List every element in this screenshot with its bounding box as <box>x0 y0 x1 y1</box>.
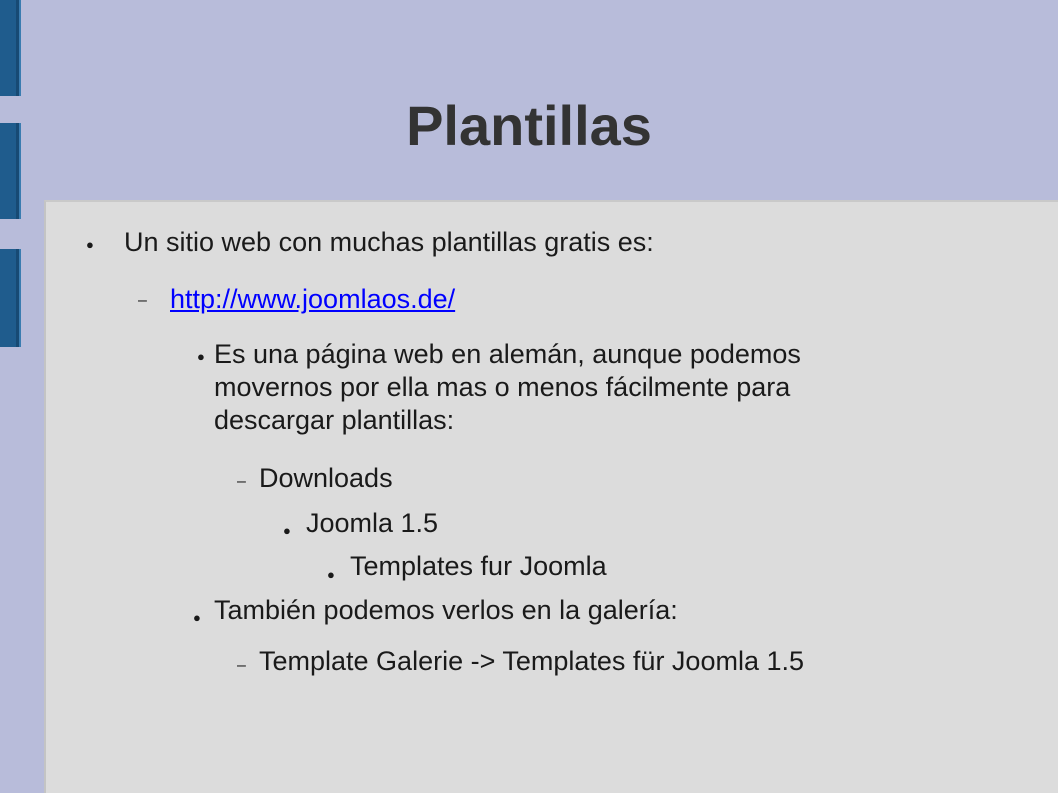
side-accent-bar-bottom <box>0 249 21 347</box>
dash-marker: – <box>237 657 246 674</box>
list-item: Templates fur Joomla <box>350 551 607 581</box>
slide-title: Plantillas <box>406 94 652 157</box>
side-accent-bar-top <box>0 0 21 96</box>
dash-marker: – <box>138 292 147 309</box>
bullet-icon: ● <box>283 523 291 538</box>
list-item-line-1: Es una página web en alemán, aunque podemos <box>214 339 801 369</box>
bullet-icon: ● <box>193 610 201 625</box>
list-item: Downloads <box>259 463 393 493</box>
list-item: Joomla 1.5 <box>306 508 439 538</box>
list-item: También podemos verlos en la galería: <box>214 595 678 625</box>
list-item: Un sitio web con muchas plantillas gratis es: <box>124 227 654 257</box>
bullet-icon: ● <box>86 237 94 252</box>
list-item-line-3: descargar plantillas: <box>214 405 455 435</box>
dash-marker: – <box>237 473 246 490</box>
bullet-icon: ● <box>327 567 335 582</box>
joomlaos-link[interactable]: http://www.joomlaos.de/ <box>170 284 456 314</box>
list-item: Template Galerie -> Templates für Joomla 1.5 <box>259 646 805 676</box>
bullet-icon: ● <box>197 349 205 364</box>
list-item-line-2: movernos por ella mas o menos fácilmente para <box>214 372 791 402</box>
